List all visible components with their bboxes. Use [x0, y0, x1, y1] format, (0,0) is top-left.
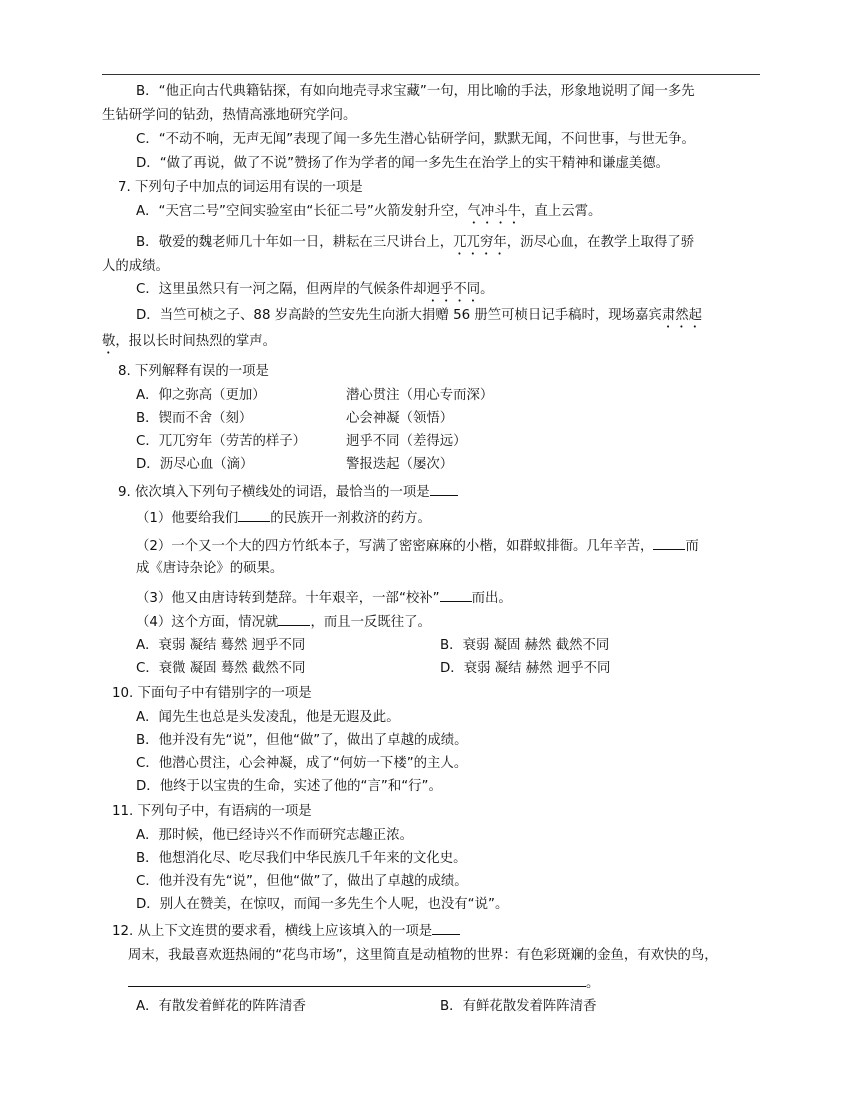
header-rule: [102, 74, 760, 75]
fill-blank: [653, 535, 685, 550]
q9-sentence-2-line2: 成《唐诗杂论》的硕果。: [136, 561, 284, 576]
fill-blank: [440, 587, 472, 602]
q11-option-d: D．别人在赞美，在惊叹，而闻一多先生个人呢，也没有“说”。: [136, 897, 509, 912]
q10-option-d: D．他终于以宝贵的生命，实述了他的“言”和“行”。: [136, 779, 442, 794]
fill-blank: [128, 972, 586, 987]
q9-option-d: D．衰弱 凝结 赫然 迥乎不同: [440, 661, 611, 676]
q12-option-b: B．有鲜花散发着阵阵清香: [440, 999, 597, 1014]
q6-option-c: C．“不动不响，无声无闻”表现了闻一多先生潜心钻研学问，默默无闻，不问世事，与世无争。: [136, 132, 695, 147]
q8-row-d-left: D．沥尽心血（滴）: [136, 457, 254, 472]
q7-stem: 7. 下列句子中加点的词运用有误的一项是: [118, 180, 363, 195]
q9-option-b: B．衰弱 凝固 赫然 截然不同: [440, 638, 610, 653]
q7-option-b-line2: 人的成绩。: [102, 259, 169, 274]
answer-blank: [432, 920, 460, 935]
q12-passage-blank-line: 。: [128, 972, 599, 994]
q12-stem: 12. 从上下文连贯的要求看，横线上应该填入的一项是: [112, 920, 460, 942]
q8-row-b-right: 心会神凝（领悟）: [346, 411, 454, 426]
q8-row-c-right: 迥乎不同（差得远）: [346, 434, 467, 449]
q8-stem: 8. 下列解释有误的一项是: [118, 364, 269, 379]
q9-option-a: A．衰弱 凝结 蓦然 迥乎不同: [136, 638, 306, 653]
q9-option-c: C．衰微 凝固 蓦然 截然不同: [136, 661, 306, 676]
q7-b-dotted-word: 兀兀穷年: [453, 235, 507, 250]
q12-option-a: A．有散发着鲜花的阵阵清香: [136, 999, 306, 1014]
q10-option-c: C．他潜心贯注，心会神凝，成了“何妨一下楼”的主人。: [136, 756, 468, 771]
q7-option-a: A．“天宫二号”空间实验室由“长征二号”火箭发射升空，气冲斗牛，直上云霄。: [136, 204, 602, 219]
q11-option-c: C．他并没有先“说”，但他“做”了，做出了卓越的成绩。: [136, 874, 468, 889]
q10-stem: 10. 下面句子中有错别字的一项是: [112, 686, 312, 701]
q8-row-d-right: 警报迭起（屡次）: [346, 457, 454, 472]
q8-row-c-left: C．兀兀穷年（劳苦的样子）: [136, 434, 307, 449]
q7-a-dotted-word: 气冲斗牛: [467, 204, 522, 219]
q7-option-d: D．当竺可桢之子、88 岁高龄的竺安先生向浙大捐赠 56 册竺可桢日记手稿时，现场嘉宾肃然起: [136, 308, 702, 323]
q9-sentence-4: （4）这个方面，情况就 ，而且一反既往了。: [136, 611, 431, 633]
q11-stem: 11. 下列句子中，有语病的一项是: [112, 804, 312, 819]
q8-row-a-right: 潜心贯注（用心专而深）: [346, 388, 494, 403]
fill-blank: [278, 611, 310, 626]
q10-option-b: B．他并没有先“说”，但他“做”了，做出了卓越的成绩。: [136, 733, 468, 748]
q7-option-c: C．这里虽然只有一河之隔，但两岸的气候条件却迥乎不同。: [136, 282, 494, 297]
q12-passage: 周末，我最喜欢逛热闹的“花鸟市场”，这里简直是动植物的世界：有色彩斑斓的金鱼，有欢快的鸟，: [128, 948, 718, 963]
q10-option-a: A．闻先生也总是头发凌乱，他是无遐及此。: [136, 710, 400, 725]
q9-stem: 9. 依次填入下列句子横线处的词语，最恰当的一项是: [118, 481, 458, 503]
q7-option-b: B．敬爱的魏老师几十年如一日，耕耘在三尺讲台上，兀兀穷年，沥尽心血，在教学上取得了骄: [136, 235, 695, 250]
q8-row-a-left: A．仰之弥高（更加）: [136, 388, 266, 403]
answer-blank: [430, 481, 458, 496]
q6-option-b-line2: 生钻研学问的钻劲，热情高涨地研究学问。: [102, 108, 357, 123]
q11-option-b: B．他想消化尽、吃尽我们中华民族几千年来的文化史。: [136, 851, 467, 866]
q7-option-d-line2: 敬，报以长时间热烈的掌声。: [102, 334, 277, 349]
q7-c-dotted-word: 迥乎不同: [426, 282, 481, 297]
q9-sentence-3: （3）他又由唐诗转到楚辞。十年艰辛，一部“校补” 而出。: [136, 587, 512, 609]
q8-row-b-left: B．锲而不舍（刻）: [136, 411, 253, 426]
q6-option-d: D．“做了再说，做了不说”赞扬了作为学者的闻一多先生在治学上的实干精神和谦虚美德。: [136, 156, 670, 171]
q6-option-b-line1: B．“他正向古代典籍钻探，有如向地壳寻求宝藏”一句，用比喻的手法，形象地说明了闻一多先: [136, 84, 695, 99]
fill-blank: [238, 507, 270, 522]
q11-option-a: A．那时候，他已经诗兴不作而研究志趣正浓。: [136, 828, 413, 843]
q7-d-dotted-word: 肃然起: [661, 308, 702, 323]
q9-sentence-1: （1）他要给我们 的民族开一剂救济的药方。: [136, 507, 431, 529]
q9-sentence-2: （2）一个又一个大的四方竹纸本子，写满了密密麻麻的小楷，如群蚁排衙。几年辛苦， 而: [136, 535, 699, 557]
